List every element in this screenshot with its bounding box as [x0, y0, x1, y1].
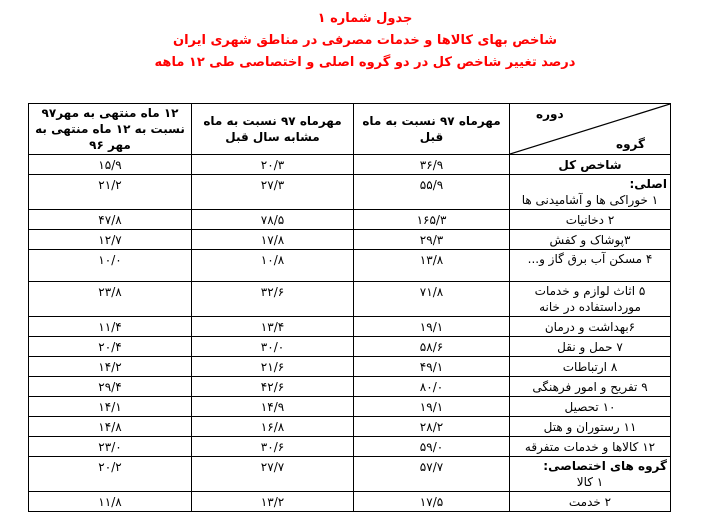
value-twelve-month: ۲۰/۲	[29, 457, 192, 492]
table-row	[29, 155, 671, 175]
table-header	[29, 104, 671, 155]
value-year-over-year: ۲۷/۳	[192, 175, 354, 210]
table-row	[29, 230, 671, 250]
header-row	[29, 104, 671, 155]
value-year-over-year: ۱۳/۲	[192, 492, 354, 512]
row-label: ۸ ارتباطات	[562, 359, 618, 374]
table-row	[29, 337, 671, 357]
row-label-cell	[510, 250, 671, 282]
value-month-over-month: ۸۰/۰	[354, 377, 510, 397]
row-label-cell	[510, 357, 671, 377]
table-row	[29, 492, 671, 512]
value-month-over-month: ۱۳/۸	[354, 250, 510, 282]
row-label-cell	[510, 210, 671, 230]
value-month-over-month: ۵۷/۷	[354, 457, 510, 492]
row-label-cell	[510, 155, 671, 175]
value-twelve-month: ۲۱/۲	[29, 175, 192, 210]
table-row	[29, 175, 671, 210]
row-label: ۷ حمل و نقل	[557, 339, 623, 354]
value-year-over-year: ۱۷/۸	[192, 230, 354, 250]
value-twelve-month: ۱۱/۴	[29, 317, 192, 337]
row-label: اصلی:	[629, 177, 667, 191]
value-month-over-month: ۱۶۵/۳	[354, 210, 510, 230]
corner-label-group: گروه	[616, 137, 645, 151]
value-month-over-month: ۷۱/۸	[354, 282, 510, 317]
value-month-over-month: ۳۶/۹	[354, 155, 510, 175]
row-label: ۴ مسکن آب برق گاز و...	[527, 252, 653, 266]
row-label: گروه های اختصاصی:	[543, 459, 667, 473]
row-label-cell	[510, 337, 671, 357]
value-month-over-month: ۲۹/۳	[354, 230, 510, 250]
index-description-title: شاخص بهای کالاها و خدمات مصرفی در مناطق شهری ایران	[172, 33, 558, 48]
value-month-over-month: ۱۹/۱	[354, 397, 510, 417]
row-label-cell	[510, 175, 671, 210]
row-label-cell	[510, 317, 671, 337]
value-twelve-month: ۲۰/۴	[29, 337, 192, 357]
row-label-cell	[510, 230, 671, 250]
row-label: ۵ اثاث لوازم و خدمات مورداستفاده در خانه	[534, 284, 646, 314]
column-header-year-over-year: مهرماه ۹۷ نسبت به ماه مشابه سال قبل	[192, 104, 354, 155]
row-label: ۱۰ تحصیل	[564, 399, 616, 414]
row-label: ۲ خدمت	[568, 494, 612, 509]
row-label-cell	[510, 417, 671, 437]
value-year-over-year: ۴۲/۶	[192, 377, 354, 397]
value-twelve-month: ۱۰/۰	[29, 250, 192, 282]
value-twelve-month: ۲۹/۴	[29, 377, 192, 397]
table-row	[29, 357, 671, 377]
value-month-over-month: ۵۵/۹	[354, 175, 510, 210]
value-twelve-month: ۲۳/۸	[29, 282, 192, 317]
row-label: ۲ دخانیات	[565, 212, 615, 227]
table-row	[29, 210, 671, 230]
table-row	[29, 437, 671, 457]
value-year-over-year: ۱۰/۸	[192, 250, 354, 282]
value-month-over-month: ۵۹/۰	[354, 437, 510, 457]
value-year-over-year: ۱۶/۸	[192, 417, 354, 437]
table-row	[29, 317, 671, 337]
row-label-cell	[510, 437, 671, 457]
value-twelve-month: ۲۳/۰	[29, 437, 192, 457]
value-month-over-month: ۵۸/۶	[354, 337, 510, 357]
document-title-block	[20, 8, 710, 74]
row-label-cell	[510, 457, 671, 492]
row-sublabel: ۱ کالا	[576, 475, 604, 489]
table-row	[29, 377, 671, 397]
value-twelve-month: ۱۴/۱	[29, 397, 192, 417]
value-year-over-year: ۳۰/۰	[192, 337, 354, 357]
row-sublabel: ۱ خوراکی ها و آشامیدنی ها	[521, 193, 659, 207]
cpi-table	[28, 103, 671, 512]
value-month-over-month: ۴۹/۱	[354, 357, 510, 377]
value-twelve-month: ۱۴/۲	[29, 357, 192, 377]
table-number-title: جدول شماره ۱	[317, 11, 413, 26]
value-twelve-month: ۱۲/۷	[29, 230, 192, 250]
table-row	[29, 250, 671, 282]
column-header-month-over-month: مهرماه ۹۷ نسبت به ماه قبل	[354, 104, 510, 155]
row-label: شاخص کل	[558, 157, 622, 172]
value-year-over-year: ۱۴/۹	[192, 397, 354, 417]
corner-cell	[510, 104, 671, 155]
value-year-over-year: ۲۷/۷	[192, 457, 354, 492]
value-twelve-month: ۴۷/۸	[29, 210, 192, 230]
row-label: ۳پوشاک و کفش	[549, 232, 631, 247]
corner-label-period: دوره	[536, 107, 564, 121]
value-month-over-month: ۱۷/۵	[354, 492, 510, 512]
table-row	[29, 397, 671, 417]
row-label: ۹ تفریح و امور فرهنگی	[532, 379, 648, 394]
column-header-twelve-month: ۱۲ ماه منتهی به مهر۹۷ نسبت به ۱۲ ماه منتهی به مهر ۹۶	[29, 104, 192, 155]
value-month-over-month: ۱۹/۱	[354, 317, 510, 337]
value-twelve-month: ۱۱/۸	[29, 492, 192, 512]
value-year-over-year: ۷۸/۵	[192, 210, 354, 230]
value-month-over-month: ۲۸/۲	[354, 417, 510, 437]
row-label: ۱۲ کالاها و خدمات متفرقه	[524, 439, 656, 454]
value-year-over-year: ۱۳/۴	[192, 317, 354, 337]
row-label-cell	[510, 492, 671, 512]
percent-change-subtitle: درصد تغییر شاخص کل در دو گروه اصلی و اختصاصی طی ۱۲ ماهه	[154, 55, 576, 70]
row-label: ۱۱ رستوران و هتل	[543, 419, 637, 434]
table-row	[29, 417, 671, 437]
row-label-cell	[510, 377, 671, 397]
value-year-over-year: ۳۰/۶	[192, 437, 354, 457]
row-label-cell	[510, 282, 671, 317]
row-label: ۶بهداشت و درمان	[544, 319, 636, 334]
value-year-over-year: ۳۲/۶	[192, 282, 354, 317]
value-year-over-year: ۲۰/۳	[192, 155, 354, 175]
value-twelve-month: ۱۴/۸	[29, 417, 192, 437]
value-year-over-year: ۲۱/۶	[192, 357, 354, 377]
value-twelve-month: ۱۵/۹	[29, 155, 192, 175]
row-label-cell	[510, 397, 671, 417]
table-row	[29, 457, 671, 492]
table-body	[29, 155, 671, 512]
table-row	[29, 282, 671, 317]
diagonal-divider	[510, 104, 670, 154]
